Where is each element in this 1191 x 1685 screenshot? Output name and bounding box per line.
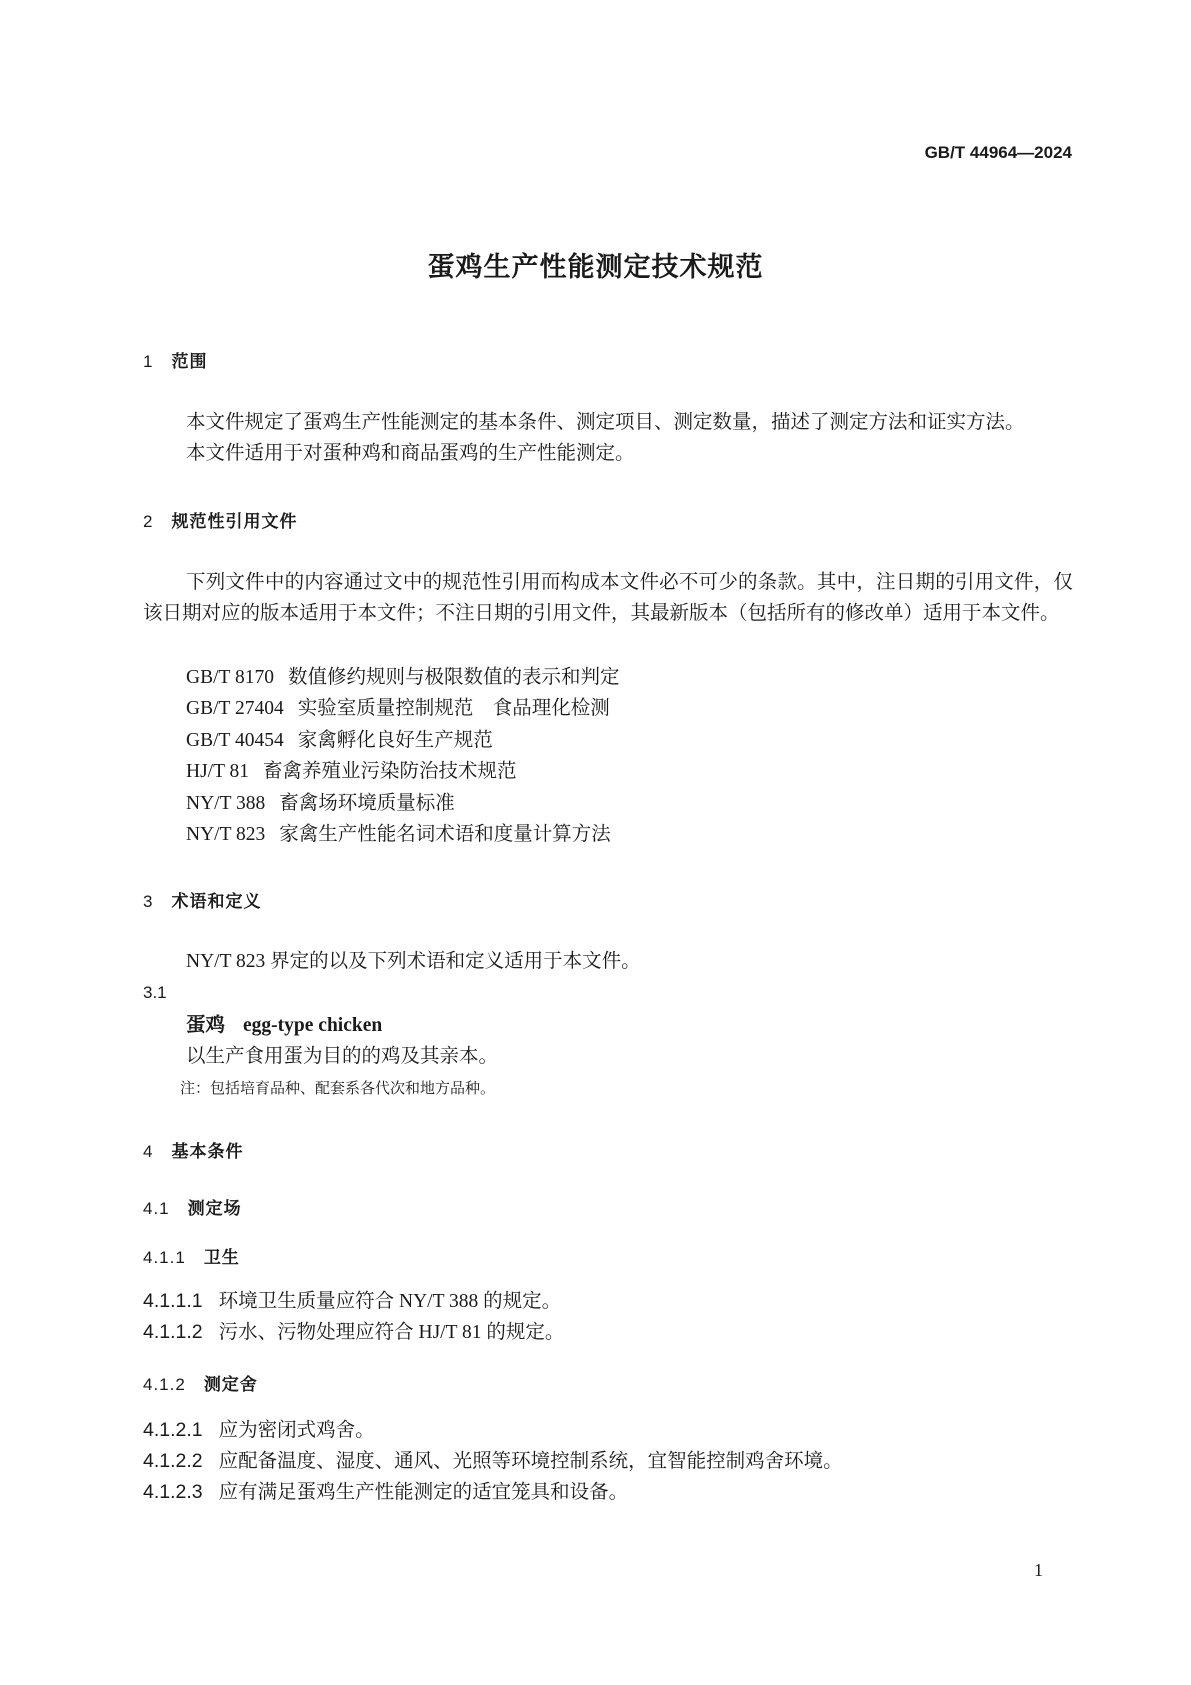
clause [143, 1317, 564, 1348]
section-title: 范围 [171, 352, 208, 371]
reference-title: 畜禽场环境质量标准 [279, 793, 455, 814]
clause-number: 4.1.1.1 [143, 1290, 203, 1312]
section-number: 1 [143, 352, 154, 371]
clause-number: 4.1.1.2 [143, 1321, 203, 1343]
reference-code: NY/T 388 [186, 793, 266, 814]
section-4-1-2-heading [143, 1370, 258, 1395]
section-title: 卫生 [203, 1248, 240, 1267]
reference-code: GB/T 40454 [186, 730, 284, 751]
reference-item [186, 788, 455, 819]
section-number: 4.1.2 [143, 1375, 186, 1394]
section-title: 基本条件 [171, 1142, 244, 1161]
note: 注：包括培育品种、配套系各代次和地方品种。 [180, 1081, 496, 1097]
section-number: 4.1 [143, 1199, 170, 1218]
reference-item [186, 693, 610, 724]
paragraph: 下列文件中的内容通过文中的规范性引用而构成本文件必不可少的条款。其中，注日期的引用文件，仅该日期对应的版本适用于本文件；不注日期的引用文件，其最新版本（包括所有的修改单）适用于本文件。 [143, 572, 1073, 624]
paragraph: NY/T 823 界定的以及下列术语和定义适用于本文件。 [186, 951, 641, 972]
paragraph: 本文件适用于对蛋种鸡和商品蛋鸡的生产性能测定。 [186, 443, 635, 464]
reference-title: 家禽生产性能名词术语和度量计算方法 [279, 824, 611, 845]
clause [143, 1415, 375, 1446]
section-number: 4.1.1 [143, 1248, 186, 1267]
section-1-heading [143, 347, 207, 372]
reference-title: 数值修约规则与极限数值的表示和判定 [287, 667, 620, 688]
section-4-1-1-heading [143, 1243, 240, 1268]
clause-text: 环境卫生质量应符合 NY/T 388 的规定。 [218, 1291, 562, 1312]
term-entry [186, 1010, 382, 1041]
section-title: 规范性引用文件 [171, 512, 298, 531]
clause-number: 4.1.2.1 [143, 1419, 203, 1441]
reference-item [186, 662, 619, 693]
reference-item [186, 756, 517, 787]
clause-text: 应配备温度、湿度、通风、光照等环境控制系统，宜智能控制鸡舍环境。 [218, 1451, 843, 1472]
reference-code: NY/T 823 [186, 824, 266, 845]
term-definition: 以生产食用蛋为目的的鸡及其亲本。 [186, 1046, 499, 1067]
standard-number: GB/T 44964—2024 [924, 143, 1072, 162]
clause-text: 污水、污物处理应符合 HJ/T 81 的规定。 [218, 1322, 565, 1343]
reference-title: 家禽孵化良好生产规范 [297, 730, 493, 751]
term-english: egg-type chicken [243, 1015, 383, 1036]
term-chinese: 蛋鸡 [186, 1015, 226, 1036]
section-number: 4 [143, 1142, 154, 1161]
section-title: 测定舍 [203, 1375, 258, 1394]
reference-title: 实验室质量控制规范 食品理化检测 [297, 698, 610, 719]
section-2-heading [143, 507, 297, 532]
reference-code: GB/T 27404 [186, 698, 284, 719]
reference-code: GB/T 8170 [186, 667, 274, 688]
document-title: 蛋鸡生产性能测定技术规范 [427, 252, 764, 283]
section-number: 3 [143, 892, 154, 911]
term-number: 3.1 [143, 983, 167, 1002]
page-number: 1 [1034, 1560, 1043, 1580]
section-title: 测定场 [187, 1199, 242, 1218]
clause [143, 1446, 843, 1477]
clause [143, 1477, 628, 1508]
clause [143, 1286, 561, 1317]
section-number: 2 [143, 512, 154, 531]
clause-text: 应为密闭式鸡舍。 [218, 1420, 375, 1441]
clause-text: 应有满足蛋鸡生产性能测定的适宜笼具和设备。 [218, 1482, 629, 1503]
section-3-heading [143, 887, 261, 912]
section-4-1-heading [143, 1194, 242, 1219]
clause-number: 4.1.2.2 [143, 1450, 203, 1472]
reference-item [186, 725, 493, 756]
reference-code: HJ/T 81 [186, 761, 250, 782]
section-title: 术语和定义 [171, 892, 262, 911]
reference-title: 畜禽养殖业污染防治技术规范 [263, 761, 517, 782]
paragraph: 本文件规定了蛋鸡生产性能测定的基本条件、测定项目、测定数量，描述了测定方法和证实方法。 [186, 412, 1025, 433]
clause-number: 4.1.2.3 [143, 1481, 203, 1503]
reference-item [186, 819, 611, 850]
section-4-heading [143, 1137, 243, 1162]
